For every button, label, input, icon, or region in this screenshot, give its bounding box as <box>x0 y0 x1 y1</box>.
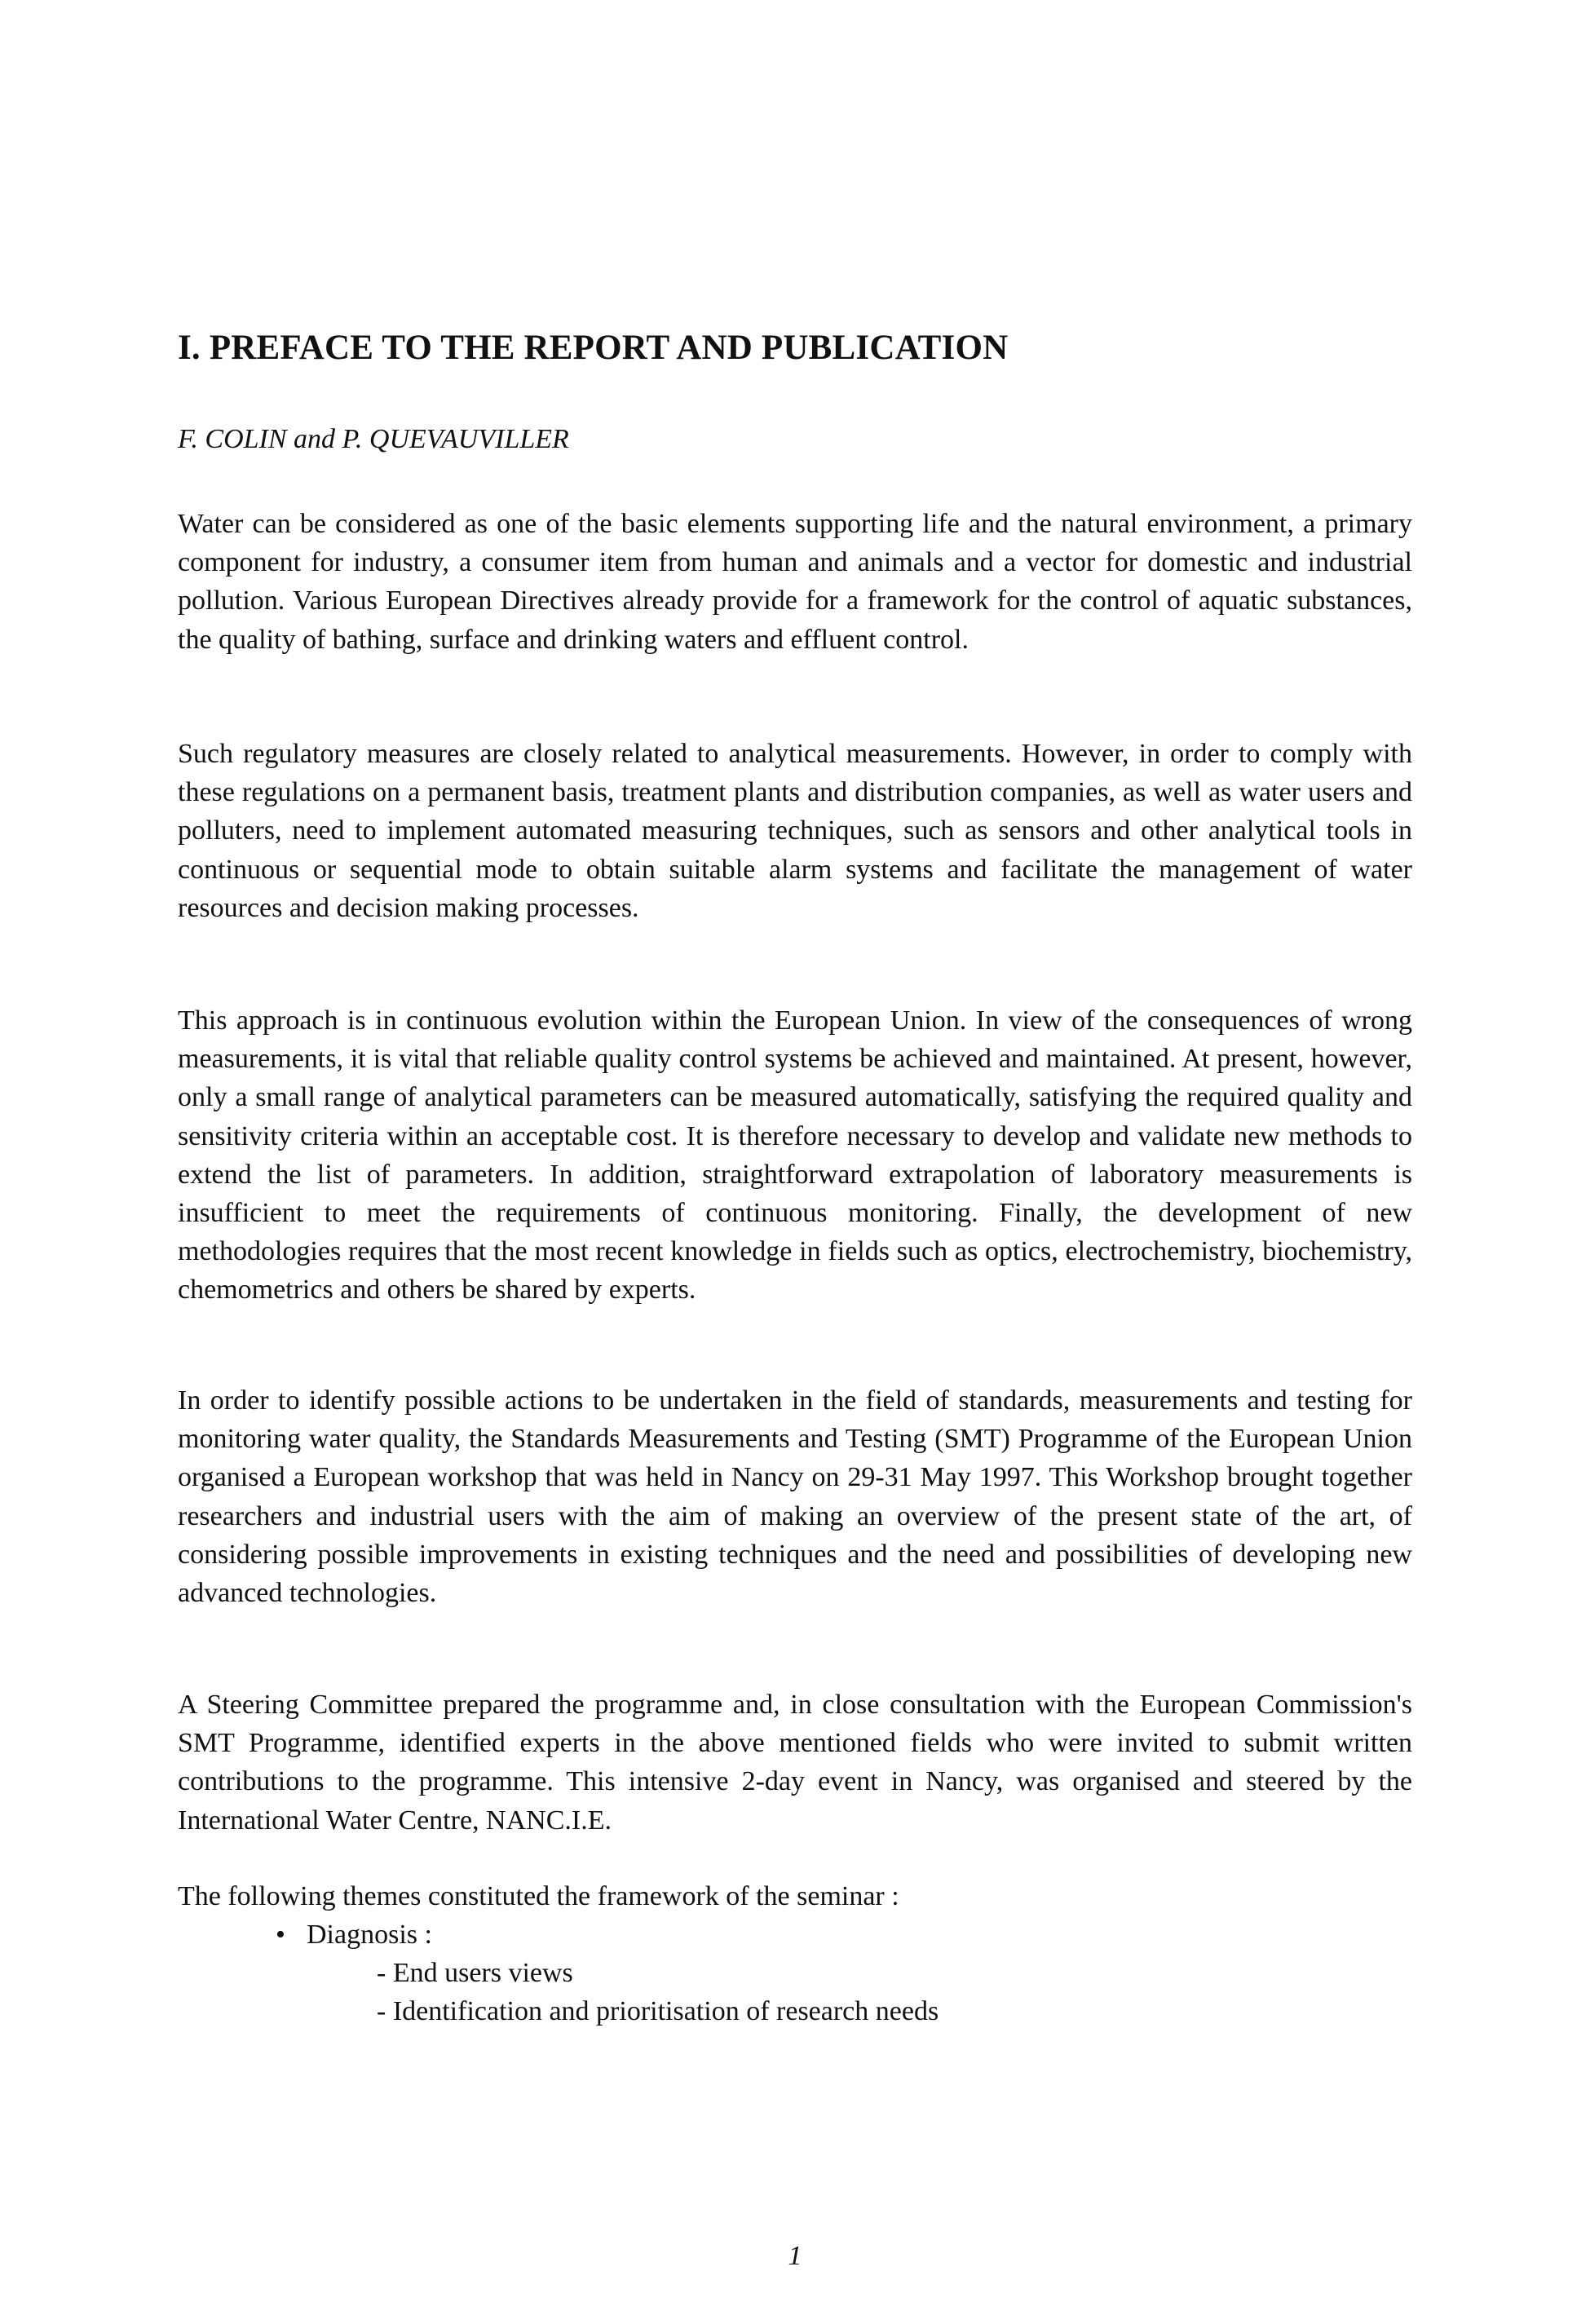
page-number: 1 <box>788 2241 802 2271</box>
paragraph-5: A Steering Committee prepared the programme and, in close consultation with the European Commission's SMT Programme, identified experts in the above mentioned fields who were invited to submit written contributions to the programme. This intensive 2-day event in Nancy, was organised and steered by the International Water Centre, NANC.I.E. <box>178 1690 1412 1836</box>
paragraph-3: This approach is in continuous evolution within the European Union. In view of the consequences of wrong measurements, it is vital that reliable quality control systems be achieved and maintained. At present, however, only a small range of analytical parameters can be measured automatically, satisfying the required quality and sensitivity criteria within an acceptable cost. It is therefore necessary to develop and validate new methods to extend the list of parameters. In addition, straightforward extrapolation of laboratory measurements is insufficient to meet the requirements of continuous monitoring. Finally, the development of new methodologies requires that the most recent knowledge in fields such as optics, electrochemistry, biochemistry, chemometrics and others be shared by experts. <box>178 1005 1412 1306</box>
paragraph-2: Such regulatory measures are closely related to analytical measurements. However, in order to comply with these regulations on a permanent basis, treatment plants and distribution companies, as well as water users and polluters, need to implement automated measuring techniques, such as sensors and other analytical tools in continuous or sequential mode to obtain suitable alarm systems and facilitate the management of water resources and decision making processes. <box>178 739 1412 923</box>
paragraph-1: Water can be considered as one of the basic elements supporting life and the natural environment, a primary component for industry, a consumer item from human and animals and a vector for domestic and industrial pollution. Various European Directives already provide for a framework for the control of aquatic substances, the quality of bathing, surface and drinking waters and effluent control. <box>178 509 1412 655</box>
theme-item <box>276 1915 432 1954</box>
theme-label: Diagnosis : <box>307 1920 432 1950</box>
section-title: I. PREFACE TO THE REPORT AND PUBLICATION <box>178 329 1009 367</box>
paragraph-4: In order to identify possible actions to be undertaken in the field of standards, measurements and testing for monitoring water quality, the Standards Measurements and Testing (SMT) Programme of the European Union organised a European workshop that was held in Nancy on 29-31 May 1997. This Workshop brought together researchers and industrial users with the aim of making an overview of the present state of the art, of considering possible improvements in existing techniques and the need and possibilities of developing new advanced technologies. <box>178 1385 1412 1609</box>
theme-subitem: - End users views <box>377 1958 573 1988</box>
themes-intro: The following themes constituted the framework of the seminar : <box>178 1881 899 1911</box>
authors-line: F. COLIN and P. QUEVAUVILLER <box>178 424 569 454</box>
theme-subitem: - Identification and prioritisation of research needs <box>377 1996 939 2026</box>
bullet-icon: • <box>276 1920 285 1950</box>
